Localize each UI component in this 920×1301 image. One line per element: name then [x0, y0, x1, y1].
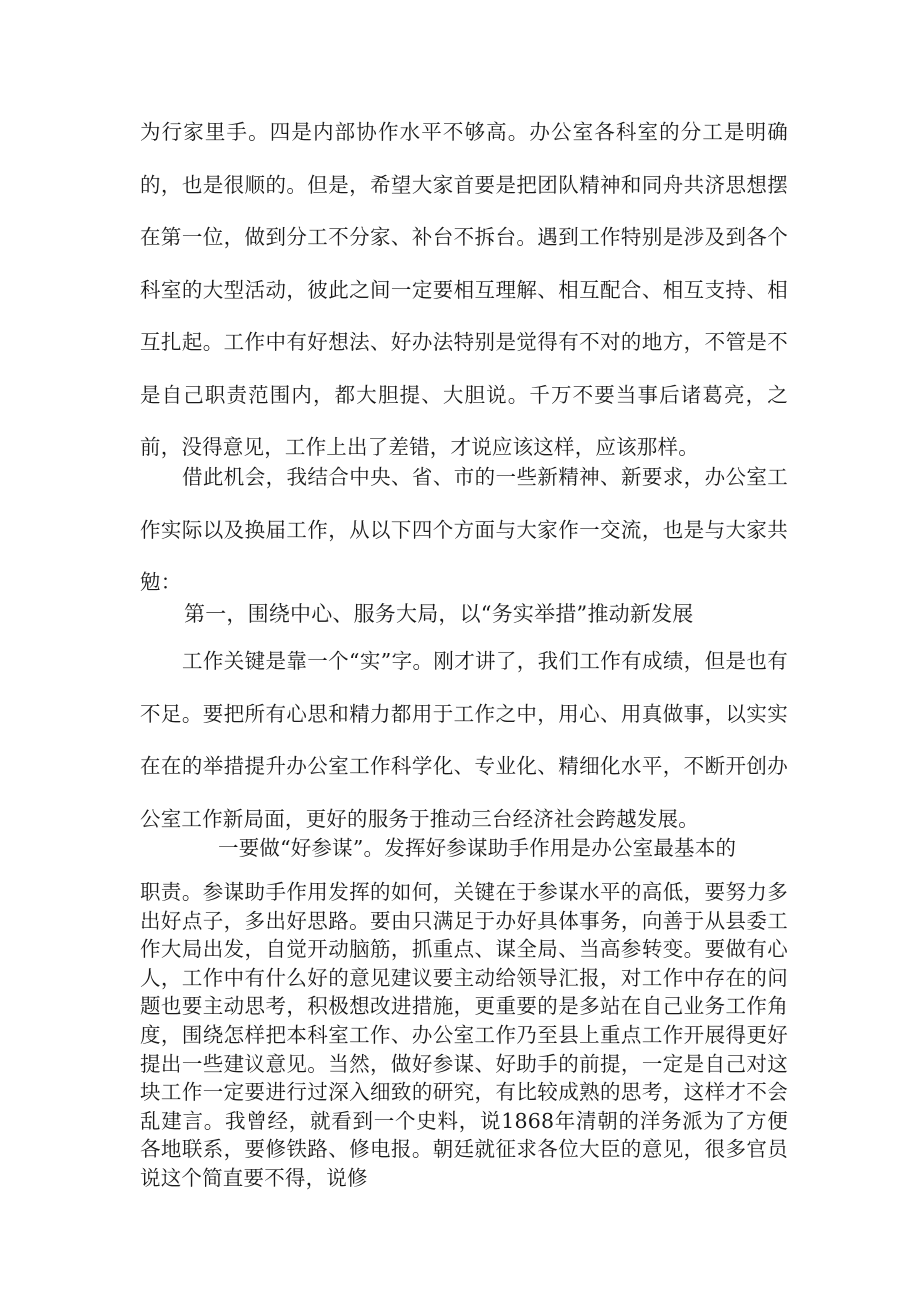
paragraph-advisor-duties: 职责。参谋助手作用发挥的如何，关键在于参谋水平的高低，要努力多出好点子，多出好思路。要由只满足于办好具体事务，向善于从县委工作大局出发，自觉开动脑筋，抓重点、谋全局、当高参转变。要做有心人，工作中有什么好的意见建议要主动给领导汇报，对工作中存在的问题也要主动思考，积极想改进措施，更重要的是多站在自己业务工作角度，围绕怎样把本科室工作、办公室工作乃至县上重点工作开展得更好提出一些建议意见。当然，做好参谋、好助手的前提，一定是自己对这块工作一定要进行过深入细致的研究，有比较成熟的思考，这样才不会乱建言。我曾经，就看到一个史料，说1868年清朝的洋务派为了方便各地联系，要修铁路、修电报。朝廷就征求各位大臣的意见，很多官员说这个简直要不得，说修	[140, 880, 788, 1190]
paragraph-practical-work: 工作关键是靠一个“实”字。刚才讲了，我们工作有成绩，但是也有不足。要把所有心思和精力都用于工作之中，用心、用真做事，以实实在在的举措提升办公室工作科学化、专业化、精细化水平，不断开创办公室工作新局面，更好的服务于推动三台经济社会跨越发展。	[140, 649, 788, 831]
paragraph-team-cooperation: 为行家里手。四是内部协作水平不够高。办公室各科室的分工是明确的，也是很顺的。但是，希望大家首要是把团队精神和同舟共济思想摆在第一位，做到分工不分家、补台不拆台。遇到工作特别是涉及到各个科室的大型活动，彼此之间一定要相互理解、相互配合、相互支持、相互扎起。工作中有好想法、好办法特别是觉得有不对的地方，不管是不是自己职责范围内，都大胆提、大胆说。千万不要当事后诸葛亮，之前，没得意见，工作上出了差错，才说应该这样，应该那样。	[140, 120, 788, 459]
paragraph-good-advisor-lead: 一要做“好参谋”。发挥好参谋助手作用是办公室最基本的	[218, 836, 737, 860]
section-heading-first: 第一，围绕中心、服务大局，以“务实举措”推动新发展	[184, 602, 694, 626]
paragraph-exchange-intro: 借此机会，我结合中央、省、市的一些新精神、新要求，办公室工作实际以及换届工作，从以下四个方面与大家作一交流，也是与大家共勉：	[140, 465, 788, 594]
